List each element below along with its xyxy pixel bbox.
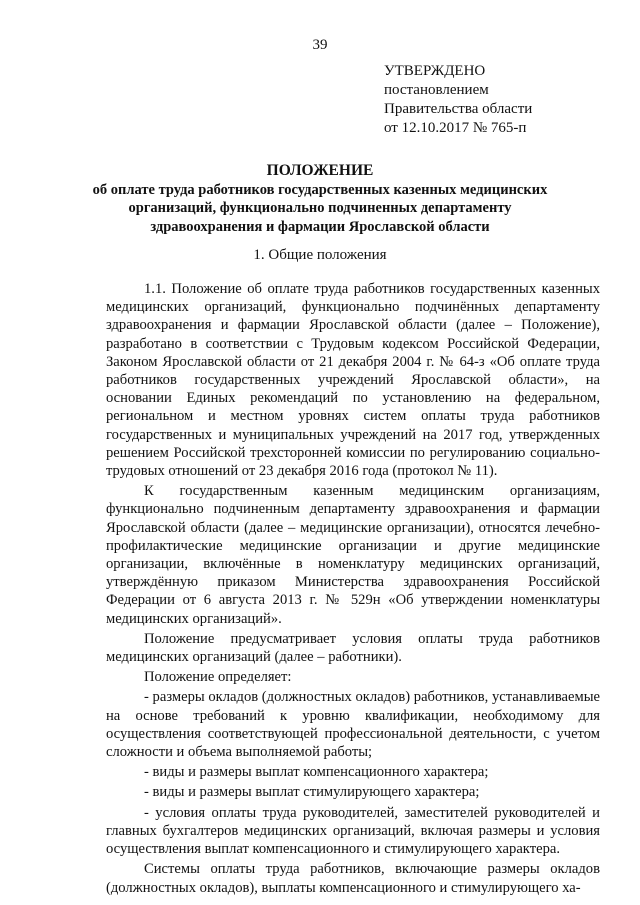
paragraph: К государственным казенным медицинским организациям, функционально подчиненным департаменту здравоохранения и фармации Ярославской области (далее – медицинские организации), относятся лечебно-профилактические медицинские организации и другие медицинские организации, включённые в номенклатуру медицинских организаций, утверждённую приказом Министерства здравоохранения Российской Федерации от 6 августа 2013 г. № 529н «Об утверждении номенклатуры медицинских организаций».	[106, 483, 600, 627]
approval-line-resolution: постановлением	[384, 82, 489, 98]
paragraph: Положение определяет:	[144, 669, 292, 686]
list-item: - виды и размеры выплат стимулирующего характера;	[144, 784, 480, 801]
document-title	[90, 162, 550, 236]
title-line-1: об оплате труда работников государственных казенных медицинских	[92, 181, 548, 198]
page-number: 39	[312, 37, 328, 53]
section-heading: 1. Общие положения	[253, 247, 387, 263]
title-line-3: здравоохранения и фармации Ярославской области	[150, 218, 490, 235]
list-item: - виды и размеры выплат компенсационного характера;	[144, 764, 489, 781]
list-item: - размеры окладов (должностных окладов) работников, устанавливаемые на основе требований к уровню квалификации, необходимому для осуществления соответствующей профессиональной деятельности, с учетом сложности и объема выполняемой работы;	[106, 689, 600, 761]
paragraph: 1.1. Положение об оплате труда работников государственных казенных медицинских организаций, функционально подчинённых департаменту здравоохранения и фармации Ярославской области (далее – Положение), разработано в соответствии с Трудовым кодексом Российской Федерации, Законом Ярославской области от 21 декабря 2004 г. № 64-з «Об оплате труда работников государственных учреждений Ярославской области», на основании Единых рекомендаций по установлению на федеральном, региональном и местном уровнях систем оплаты труда работников государственных и муниципальных учреждений на 2017 год, утвержденных решением Российской трехсторонней комиссии по регулированию социально-трудовых отношений от 23 декабря 2016 года (протокол № 11).	[106, 281, 600, 480]
document-body	[106, 280, 600, 899]
list-item: - условия оплаты труда руководителей, заместителей руководителей и главных бухгалтеров медицинских организаций, включая размеры и условия осуществления выплат компенсационного и стимулирующего характера.	[106, 804, 600, 858]
paragraph: Системы оплаты труда работников, включающие размеры окладов (должностных окладов), выплаты компенсационного и стимулирующего ха-	[106, 861, 600, 896]
title-main: ПОЛОЖЕНИЕ	[266, 162, 374, 179]
paragraph: Положение предусматривает условия оплаты труда работников медицинских организаций (далее – работники).	[106, 630, 600, 666]
approval-line-approved: УТВЕРЖДЕНО	[384, 63, 486, 79]
approval-line-date-number: от 12.10.2017 № 765-п	[384, 120, 527, 136]
title-line-2: организаций, функционально подчиненных департаменту	[128, 200, 512, 216]
approval-line-government: Правительства области	[384, 101, 533, 117]
approval-stamp-block	[384, 62, 624, 138]
